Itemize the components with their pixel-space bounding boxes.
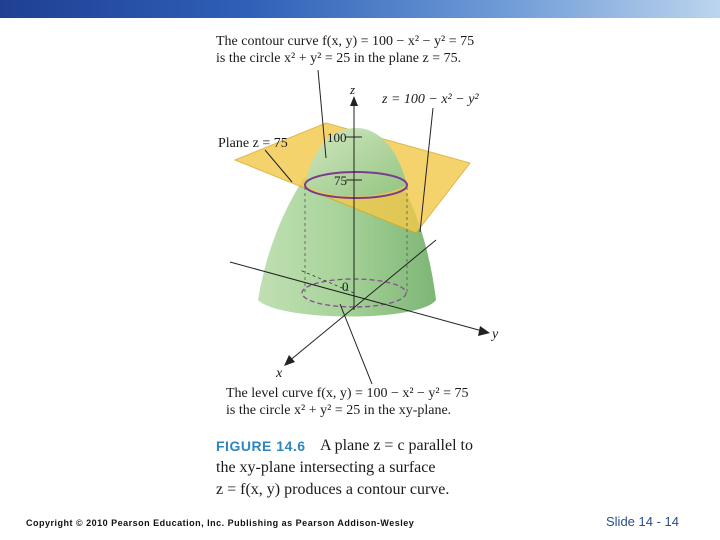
caption-line-1: A plane z = c parallel to [320, 437, 473, 454]
y-axis-arrow [478, 326, 490, 336]
z-axis-label: z [350, 82, 356, 97]
slide-number: Slide 14 - 14 [606, 514, 679, 529]
figure-number-label: FIGURE 14.6 [216, 438, 306, 454]
x-axis-label: x [276, 366, 283, 381]
tick-75-label: 75 [334, 173, 347, 188]
tick-100-label: 100 [327, 130, 347, 145]
caption-line-3: z = f(x, y) produces a contour curve. [216, 481, 450, 498]
plane-label: Plane z = 75 [218, 136, 288, 151]
caption-line-2: the xy-plane intersecting a surface [216, 459, 436, 476]
y-axis-label: y [492, 327, 499, 342]
origin-label: 0 [342, 279, 349, 294]
x-axis-arrow [284, 355, 295, 366]
surface-equation-label: z = 100 − x² − y² [382, 92, 479, 107]
top-callout-line1: The contour curve f(x, y) = 100 − x² − y² = 75 [216, 34, 475, 49]
copyright-footer: Copyright © 2010 Pearson Education, Inc. Publishing as Pearson Addison-Wesley [26, 518, 415, 528]
top-callout-line2: is the circle x² + y² = 25 in the plane z = 75. [216, 51, 462, 66]
bottom-callout-line1: The level curve f(x, y) = 100 − x² − y² = 75 [226, 386, 469, 401]
bottom-callout-line2: is the circle x² + y² = 25 in the xy-plane. [226, 403, 452, 418]
